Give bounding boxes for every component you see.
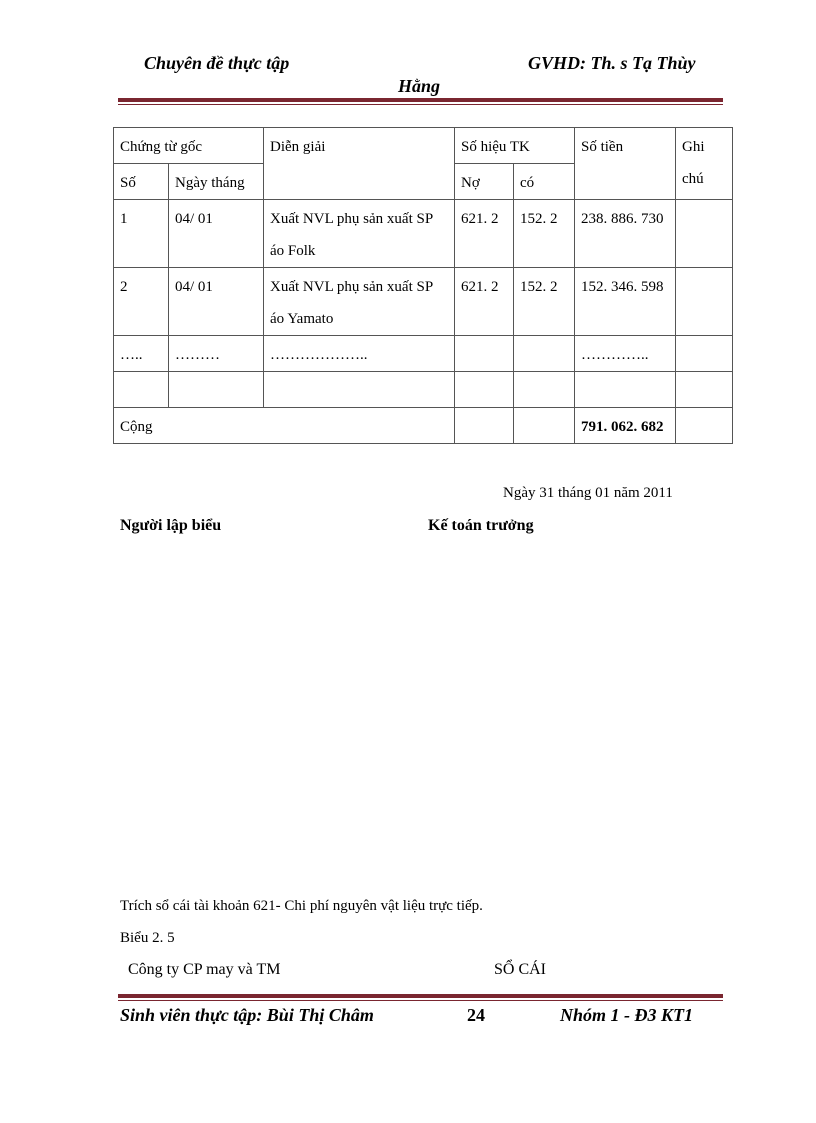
- header-instructor-cont: Hằng: [398, 76, 441, 96]
- cell-no: …..: [114, 336, 169, 372]
- table-header-row: [114, 128, 733, 164]
- header-account: Số hiệu TK: [455, 128, 575, 164]
- header-amount: Số tiền: [575, 128, 676, 200]
- cell-amount: 238. 886. 730: [575, 200, 676, 268]
- cell-date: 04/ 01: [169, 200, 264, 268]
- header-credit: có: [514, 164, 575, 200]
- table-row: [114, 268, 733, 336]
- cell-note: [676, 336, 733, 372]
- cell-amount: 152. 346. 598: [575, 268, 676, 336]
- header-debit: Nợ: [455, 164, 514, 200]
- cell-debit: 621. 2: [455, 200, 514, 268]
- cell-note: [676, 372, 733, 408]
- header-rule: [118, 98, 723, 105]
- cell-desc: [264, 372, 455, 408]
- page-number: 24: [467, 1005, 485, 1025]
- header-number: Số: [114, 164, 169, 200]
- ledger-title: SỔ CÁI: [494, 961, 547, 978]
- cell-amount: [575, 372, 676, 408]
- header-source-doc: Chứng từ gốc: [114, 128, 264, 164]
- footer-student: Sinh viên thực tập: Bùi Thị Châm: [120, 1005, 374, 1025]
- form-number: Biểu 2. 5: [120, 930, 175, 946]
- cell-no: 2: [114, 268, 169, 336]
- cell-desc: Xuất NVL phụ sản xuất SP áo Yamato: [264, 268, 455, 336]
- cell-debit: 621. 2: [455, 268, 514, 336]
- cell-note: [676, 200, 733, 268]
- signature-preparer: Người lập biểu: [120, 517, 222, 534]
- cell-credit: 152. 2: [514, 200, 575, 268]
- total-note: [676, 408, 733, 444]
- cell-no: [114, 372, 169, 408]
- header-description: Diễn giải: [264, 128, 455, 200]
- header-instructor: GVHD: Th. s Tạ Thùy: [528, 53, 696, 73]
- company-name: Công ty CP may và TM: [128, 961, 281, 978]
- cell-no: 1: [114, 200, 169, 268]
- cell-date: ………: [169, 336, 264, 372]
- header-date: Ngày tháng: [169, 164, 264, 200]
- signature-chief-accountant: Kế toán trưởng: [428, 517, 534, 534]
- ledger-table: [113, 127, 733, 444]
- cell-date: 04/ 01: [169, 268, 264, 336]
- header-title: Chuyên đề thực tập: [144, 53, 290, 73]
- total-credit: [514, 408, 575, 444]
- table-row: [114, 200, 733, 268]
- cell-credit: [514, 336, 575, 372]
- cell-debit: [455, 372, 514, 408]
- cell-amount: …………..: [575, 336, 676, 372]
- table-row: [114, 372, 733, 408]
- extract-caption: Trích sổ cái tài khoản 621- Chi phí nguyên vật liệu trực tiếp.: [120, 898, 483, 914]
- total-debit: [455, 408, 514, 444]
- total-label: Cộng: [114, 408, 455, 444]
- cell-credit: [514, 372, 575, 408]
- total-amount: 791. 062. 682: [575, 408, 676, 444]
- date-line: Ngày 31 tháng 01 năm 2011: [503, 485, 673, 501]
- footer-group: Nhóm 1 - Đ3 KT1: [560, 1005, 694, 1025]
- cell-date: [169, 372, 264, 408]
- header-note: Ghi chú: [676, 128, 733, 200]
- cell-desc: ………………..: [264, 336, 455, 372]
- cell-credit: 152. 2: [514, 268, 575, 336]
- table-row: [114, 336, 733, 372]
- footer-rule: [118, 994, 723, 1001]
- table-total-row: [114, 408, 733, 444]
- cell-desc: Xuất NVL phụ sản xuất SP áo Folk: [264, 200, 455, 268]
- cell-note: [676, 268, 733, 336]
- cell-debit: [455, 336, 514, 372]
